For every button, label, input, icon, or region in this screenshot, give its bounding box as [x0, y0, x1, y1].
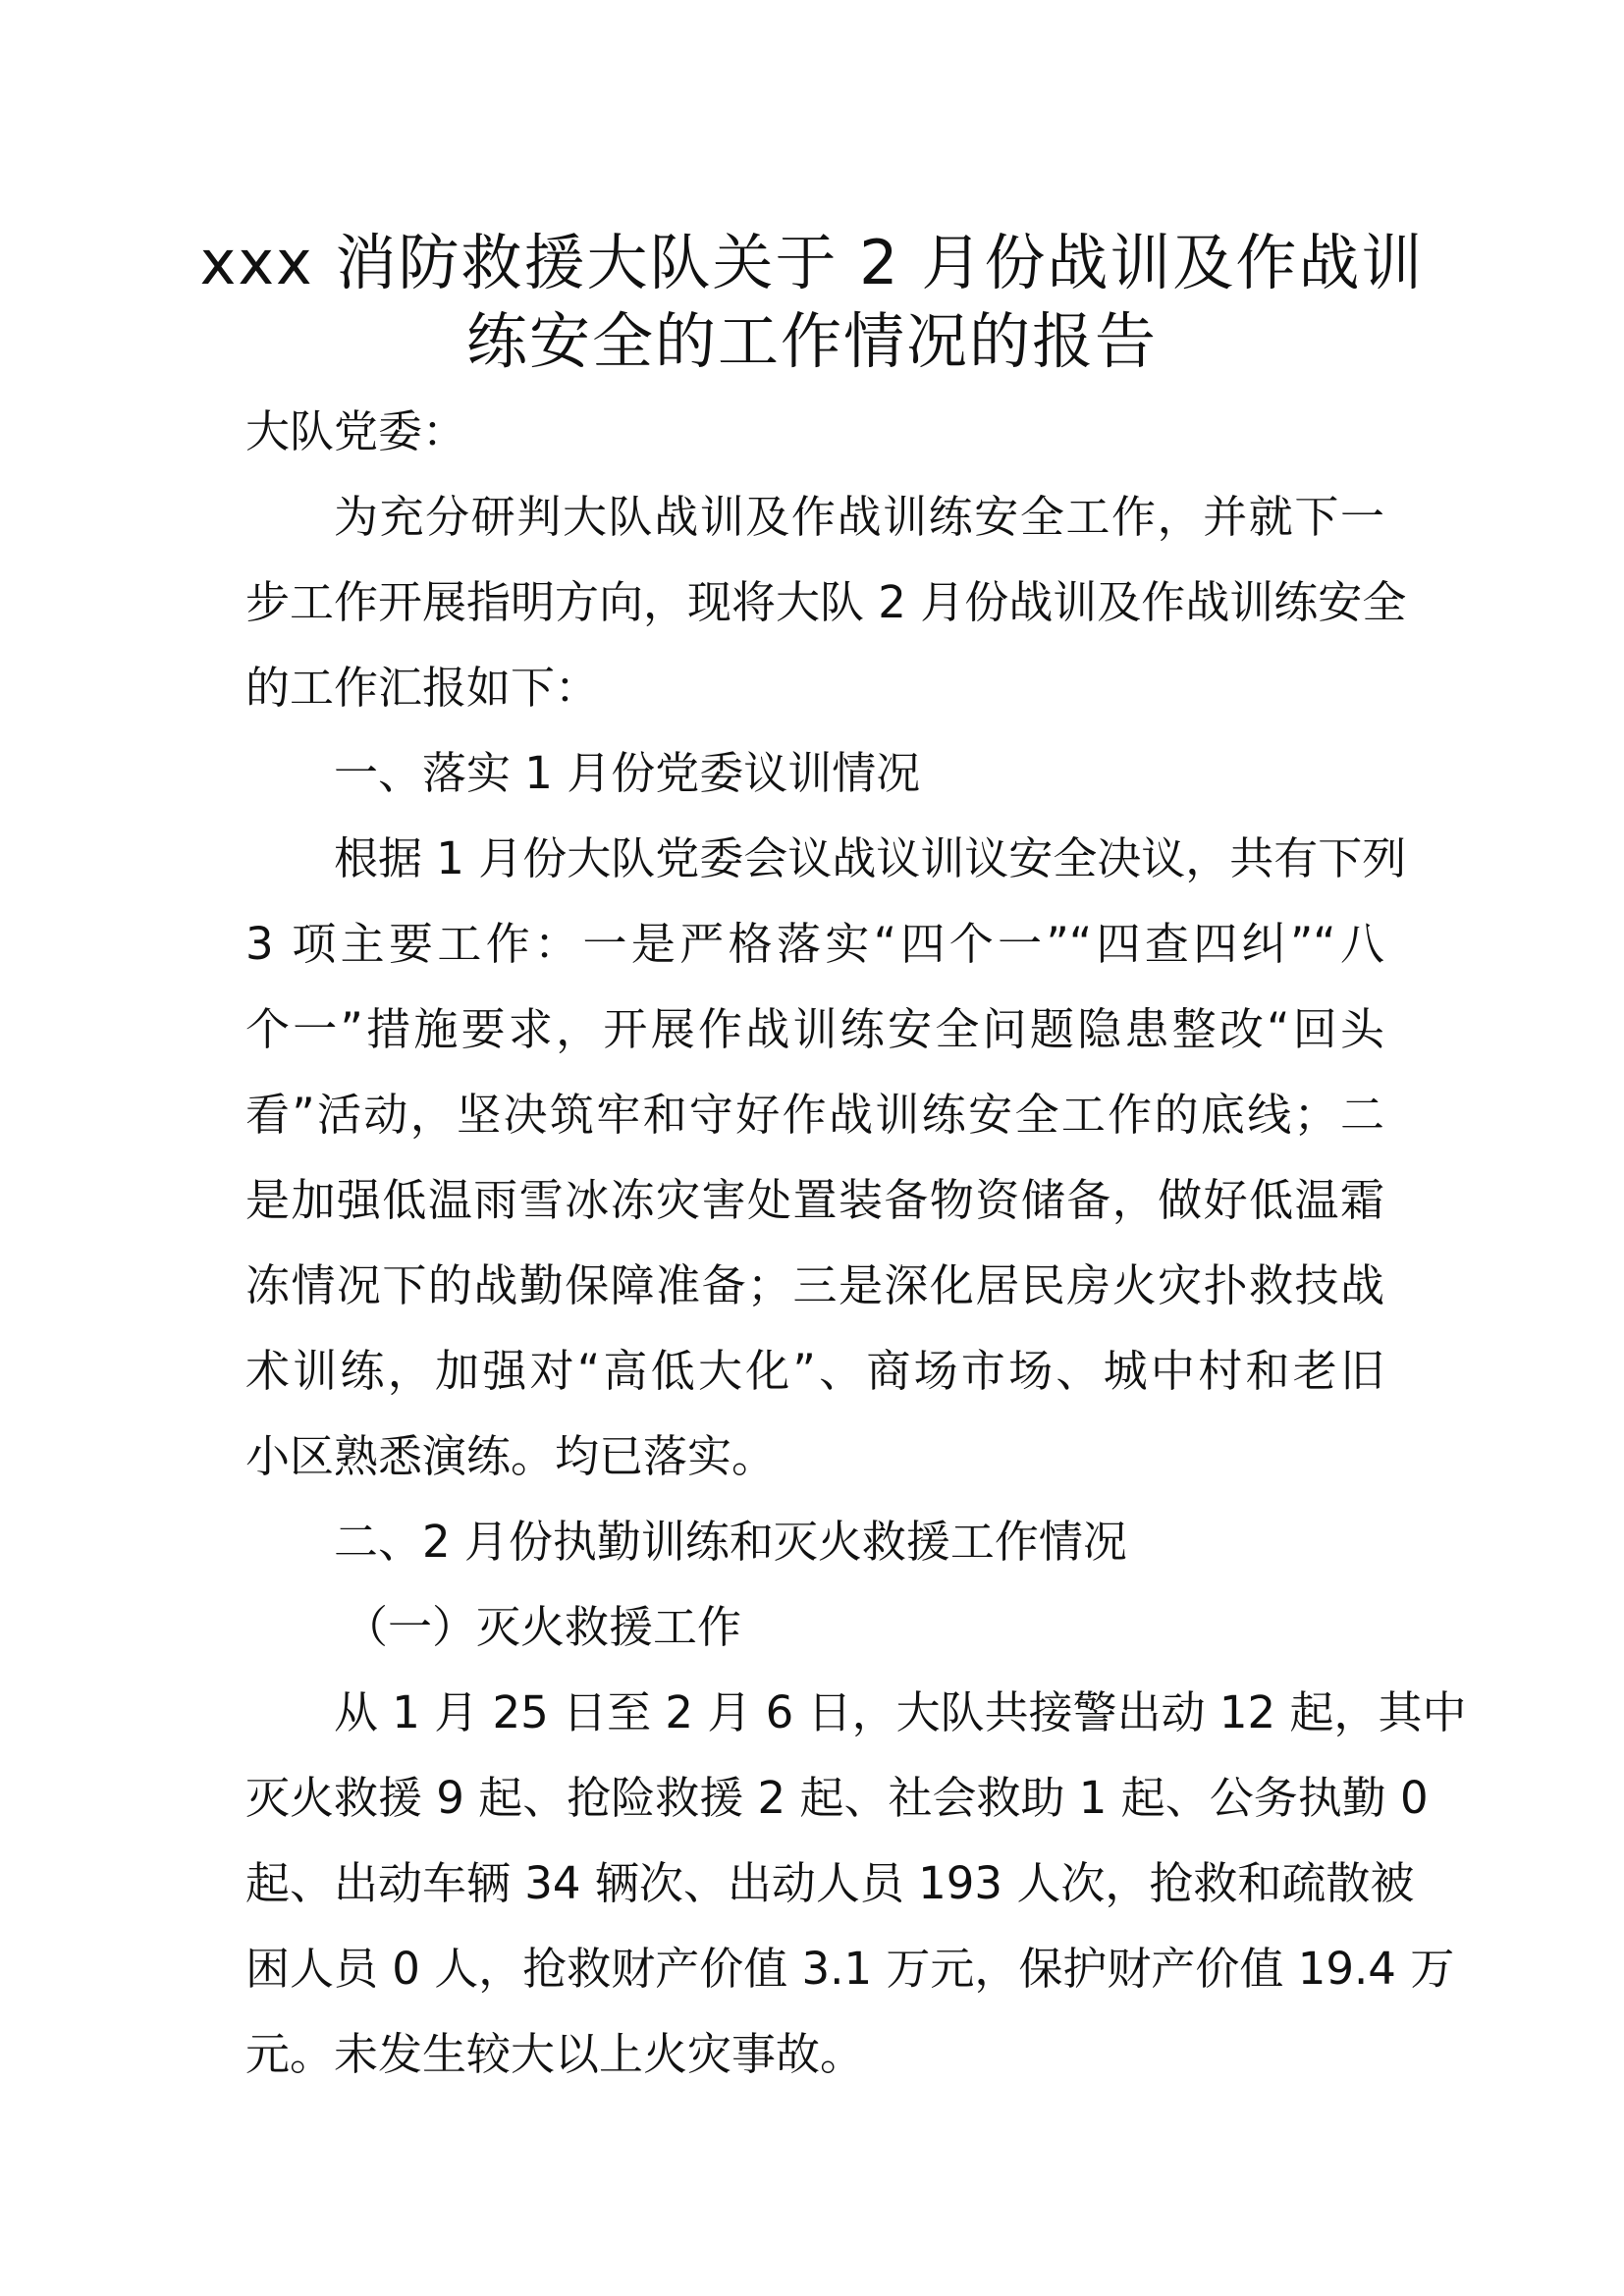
section-2-line: 元。未发生较大以上火灾事故。: [245, 2028, 865, 2080]
section-1-line: 看”活动，坚决筑牢和守好作战训练安全工作的底线；二: [245, 1089, 1384, 1141]
section-2-line: 起、出动车辆 34 辆次、出动人员 193 人次，抢救和疏散被: [245, 1857, 1415, 1909]
intro-line: 为充分研判大队战训及作战训练安全工作，并就下一: [334, 491, 1384, 543]
section-1-line: 根据 1 月份大队党委会议战议训议安全决议，共有下列: [334, 832, 1407, 884]
salutation: 大队党委：: [245, 405, 467, 457]
section-2-subheading: （一）灭火救援工作: [344, 1601, 742, 1653]
section-1-line: 个一”措施要求，开展作战训练安全问题隐患整改“回头: [245, 1003, 1384, 1055]
section-2-line: 从 1 月 25 日至 2 月 6 日，大队共接警出动 12 起，其中: [334, 1686, 1467, 1738]
section-2-line: 困人员 0 人，抢救财产价值 3.1 万元，保护财产价值 19.4 万: [245, 1943, 1455, 1995]
section-1-line: 小区熟悉演练。均已落实。: [245, 1430, 777, 1482]
section-2-heading: 二、2 月份执勤训练和灭火救援工作情况: [334, 1516, 1127, 1568]
section-1-line: 3 项主要工作：一是严格落实“四个一”“四查四纠”“八: [245, 918, 1384, 970]
intro-line: 步工作开展指明方向，现将大队 2 月份战训及作战训练安全: [245, 576, 1407, 628]
intro-line: 的工作汇报如下：: [245, 662, 600, 714]
section-1-line: 冻情况下的战勤保障准备；三是深化居民房火灾扑救技战: [245, 1259, 1384, 1311]
section-2-line: 灭火救援 9 起、抢险救援 2 起、社会救助 1 起、公务执勤 0: [245, 1772, 1429, 1824]
report-title-line-1: xxx 消防救援大队关于 2 月份战训及作战训: [199, 227, 1425, 298]
section-1-heading: 一、落实 1 月份党委议训情况: [334, 747, 921, 799]
section-1-line: 术训练，加强对“高低大化”、商场市场、城中村和老旧: [245, 1345, 1384, 1397]
section-1-line: 是加强低温雨雪冰冻灾害处置装备物资储备，做好低温霜: [245, 1174, 1384, 1226]
report-title-line-2: 练安全的工作情况的报告: [465, 305, 1158, 377]
